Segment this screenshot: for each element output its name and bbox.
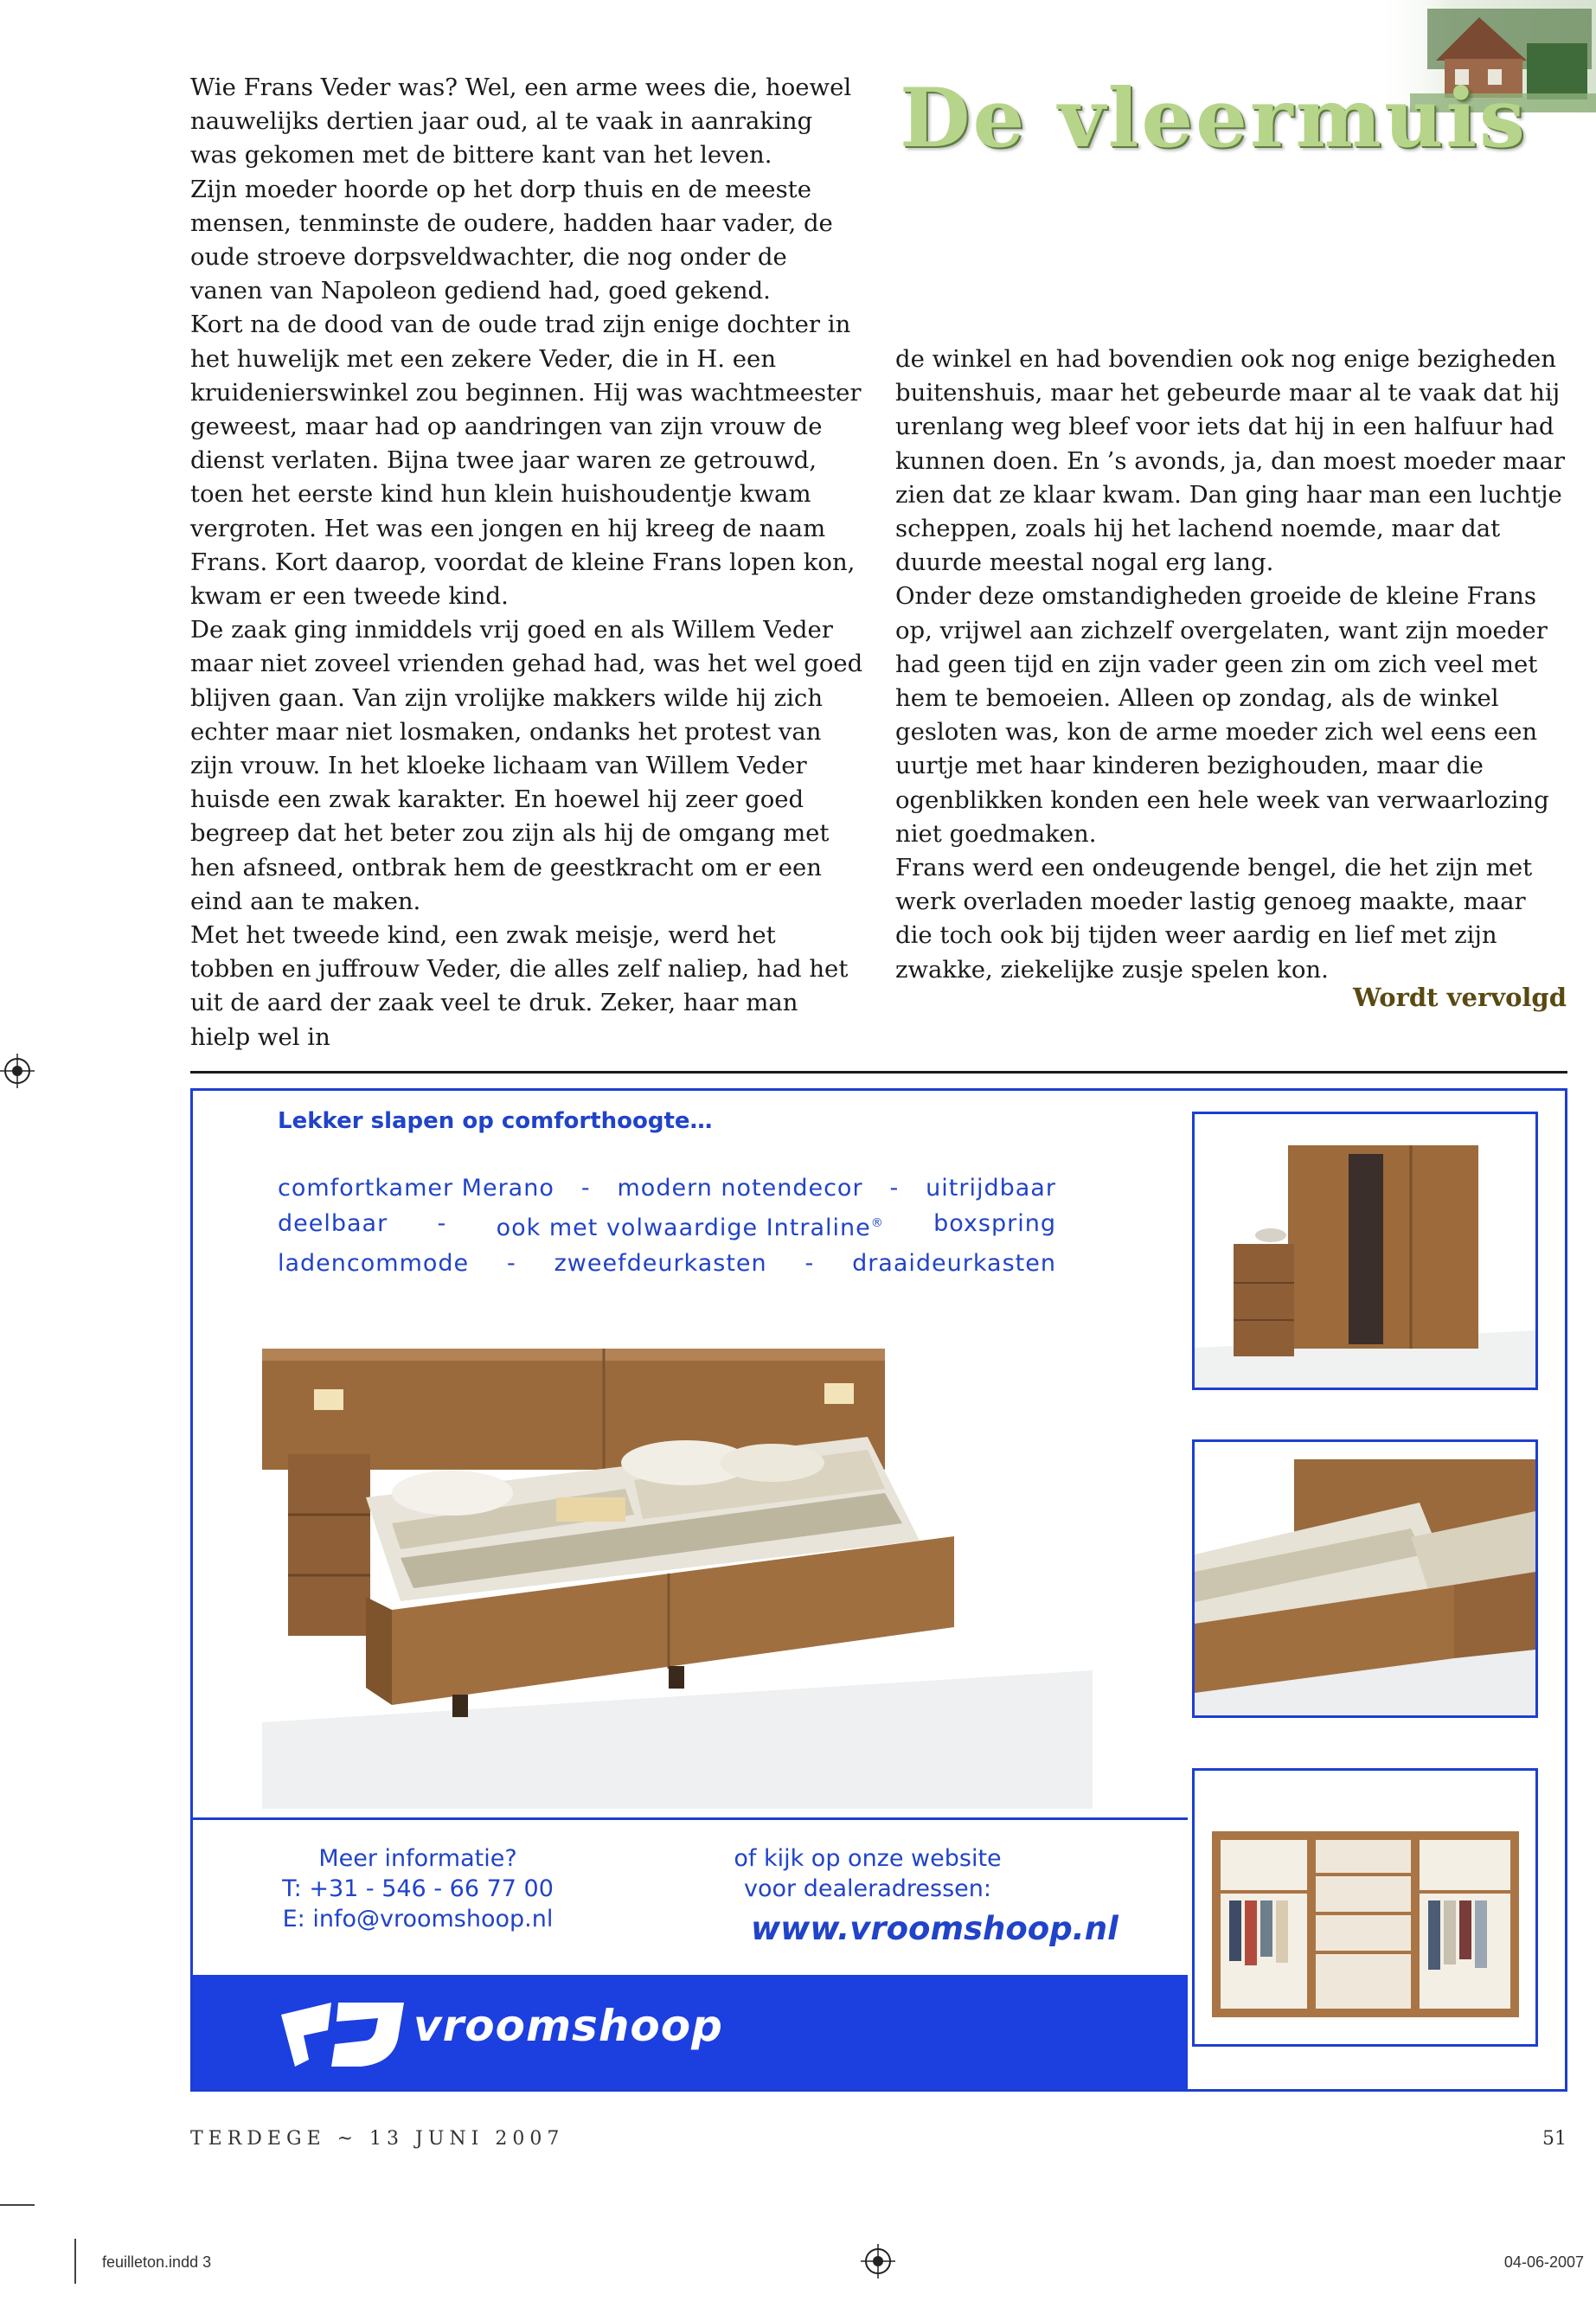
divider: [190, 1071, 1567, 1074]
paragraph: Wie Frans Veder was? Wel, een arme wees die, hoewel nauwelijks dertien jaar oud, al te vaak in aanraking was gekomen met de bittere kant van het leven.: [190, 74, 852, 170]
ad-line-text: draaideurkasten: [852, 1250, 1056, 1277]
ad-line-text: modern notendecor: [617, 1175, 863, 1202]
website-info: [721, 1843, 1015, 1904]
paragraph: Frans werd een ondeugende bengel, die het zijn met werk overladen moeder lastig genoeg maakte, maar die toch ook bij tijden weer aardig en lief met zijn zwakke, ziekelijke zusje spelen kon.: [895, 854, 1533, 984]
website-line: voor dealeradressen:: [744, 1875, 991, 1902]
bed-detail-photo: [1192, 1439, 1538, 1718]
info-title: Meer informatie?: [318, 1845, 517, 1872]
phone-number: T: +31 - 546 - 66 77 00: [282, 1875, 554, 1902]
ad-line-2: [278, 1206, 1056, 1246]
paragraph: Kort na de dood van de oude trad zijn enige dochter in het huwelijk met een zekere Veder, die in H. een kruidenierswinkel zou beginnen. Hij was wachtmeester geweest, maar had op aandringen van zijn vrouw de dienst verlaten. Bijna twee jaar waren ze getrouwd, toen het eerste kind hun klein huishoudentje kwam vergroten. Het was een jongen en hij kreeg de naam Frans. Kort daarop, voordat de kleine Frans lopen kon, kwam er een tweede kind.: [190, 311, 862, 611]
contact-info: [279, 1843, 556, 1934]
paragraph: Met het tweede kind, een zwak meisje, werd het tobben en juffrouw Veder, die alles zelf naliep, had het uit de aard der zaak veel te druk. Zeker, haar man hielp wel in: [190, 921, 849, 1051]
brand-name: vroomshoop: [413, 2001, 723, 2051]
website-line: of kijk op onze website: [734, 1845, 1002, 1872]
crop-mark: [0, 2204, 35, 2206]
story-column-left: [190, 71, 865, 1054]
ad-line-text: ook met volwaardige Intraline: [496, 1215, 871, 1241]
slug-filename: feuilleton.indd 3: [102, 2253, 212, 2271]
ad-line-text: ladencommode: [278, 1250, 470, 1277]
ad-product-list: [278, 1170, 1056, 1281]
paragraph: de winkel en had bovendien ook nog enige bezigheden buitenshuis, maar het gebeurde maar al te vaak dat hij urenlang weg bleef voor iets dat hij in een halfuur had kunnen doen. En ’s avonds, ja, dan moest moeder maar zien dat ze klaar kwam. Dan ging haar man een luchtje scheppen, zoals hij het lachend noemde, maar dat duurde meestal nogal erg lang.: [895, 345, 1566, 577]
ad-line-text: zweefdeurkasten: [554, 1250, 767, 1277]
advertisement: [190, 1088, 1567, 2092]
article-title: De vleermuis: [900, 71, 1528, 166]
website-link[interactable]: www.vroomshoop.nl: [751, 1910, 1118, 1947]
magazine-footer: TERDEGE ~ 13 JUNI 2007: [190, 2128, 565, 2150]
ad-divider: [193, 1817, 1188, 1820]
ad-line-text: boxspring: [933, 1210, 1056, 1237]
paragraph: Zijn moeder hoorde op het dorp thuis en de meeste mensen, tenminste de oudere, hadden haar vader, de oude stroeve dorpsveldwachter, die nog onder de vanen van Napoleon gediend had, goed gekend.: [190, 175, 833, 305]
ad-line-text: -: [437, 1210, 447, 1237]
ad-line-text: [497, 1206, 884, 1246]
ad-line-1: [278, 1170, 1056, 1206]
ad-line-text: -: [889, 1175, 900, 1202]
closet-photo: [1192, 1768, 1538, 2047]
registered-mark: ®: [870, 1216, 884, 1230]
email-address: E: info@vroomshoop.nl: [282, 1906, 554, 1932]
ad-line-text: -: [507, 1250, 516, 1277]
ad-line-3: [278, 1246, 1056, 1281]
story-column-right: [895, 343, 1570, 987]
ad-line-text: deelbaar: [278, 1210, 388, 1237]
ad-line-text: -: [804, 1250, 815, 1277]
vroomshoop-logo-icon: [278, 1999, 407, 2070]
wardrobe-photo: [1192, 1112, 1538, 1390]
bed-photo: [262, 1342, 1093, 1809]
ad-line-text: -: [580, 1175, 591, 1202]
ad-headline: Lekker slapen op comforthoogte…: [278, 1108, 713, 1134]
paragraph: Onder deze omstandigheden groeide de kleine Frans op, vrijwel aan zichzelf overgelaten, want zijn moeder had geen tijd en zijn vader geen zin om zich veel met hem te bemoeien. Alleen op zondag, als de winkel gesloten was, kon de arme moeder zich wel eens een uurtje met haar kinderen bezighouden, maar die ogenblikken konden een hele week van verwaarlozing niet goedmaken.: [895, 582, 1549, 848]
ad-line-text: uitrijdbaar: [926, 1175, 1056, 1202]
crop-mark: [74, 2239, 76, 2284]
ad-line-text: comfortkamer Merano: [278, 1175, 554, 1202]
registration-mark-icon: [861, 2244, 895, 2279]
paragraph: De zaak ging inmiddels vrij goed en als Willem Veder maar niet zoveel vrienden gehad had, was het wel goed blijven gaan. Van zijn vrolijke makkers wilde hij zich echter maar niet losmaken, ondanks het protest van zijn vrouw. In het kloeke lichaam van Willem Veder huisde een zwak karakter. En hoewel hij zeer goed begreep dat het beter zou zijn als hij de omgang met hen afsneed, ontbrak hem de geestkracht om er een eind aan te maken.: [190, 616, 863, 915]
page-number: 51: [1542, 2128, 1567, 2150]
to-be-continued: Wordt vervolgd: [1353, 983, 1567, 1012]
slug-date: 04-06-2007: [1503, 2253, 1584, 2271]
registration-mark-icon: [0, 1054, 35, 1088]
